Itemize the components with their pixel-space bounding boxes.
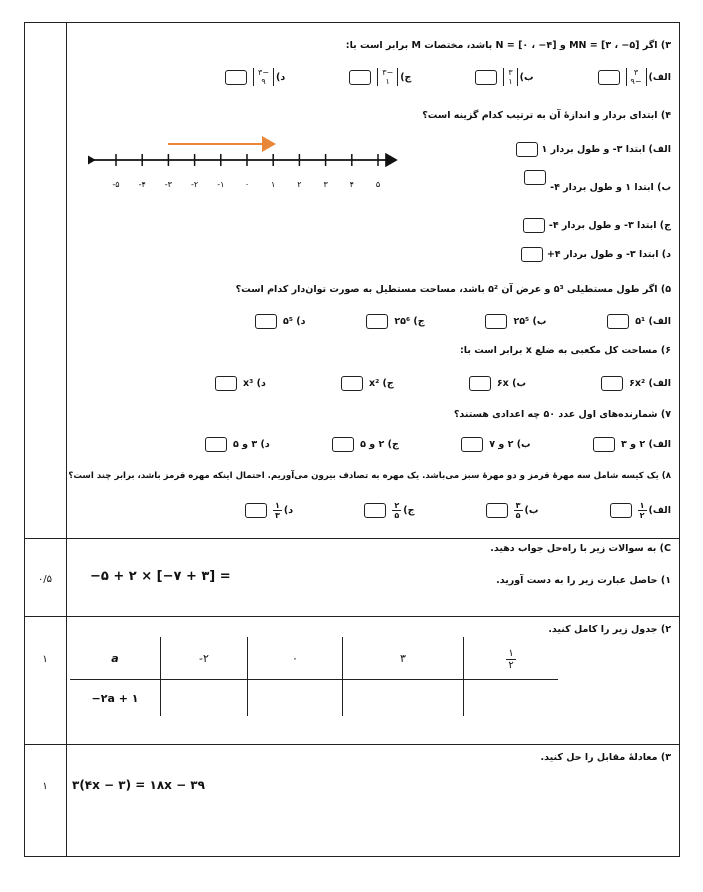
number-line-tick-label: -۴ [138,180,146,189]
section-divider [24,538,680,539]
c-q3-text: ۳) معادلهٔ مقابل را حل کنید. [540,752,671,763]
c-q2-text: ۲) جدول زیر را کامل کنید. [548,624,671,635]
c-q1-text: ۱) حاصل عبارت زیر را به دست آورید. [496,575,671,586]
q8-option-c[interactable]: ج) $\frac{۲}{۵}$ [360,501,414,520]
q4-option-a[interactable]: الف) ابتدا ۳- و طول بردار ۱ [512,142,671,157]
q3-options [221,68,671,86]
answer-box[interactable] [255,314,277,329]
c-q1-expression: −۵ + ۲ × [−۷ + ۳] = [90,569,231,584]
answer-box[interactable] [485,314,507,329]
q4-option-d[interactable]: د) ابتدا ۳- و طول بردار ۴+ [517,247,671,262]
table-header-a: a [70,637,161,680]
q5-stem: ۵) اگر طول مستطیلی ۵³ و عرض آن ۵² باشد، مساحت مستطیل به صورت توان‌دار کدام است؟ [235,284,671,295]
row-divider [24,744,680,745]
q8-stem: ۸) یک کیسه شامل سه مهرهٔ قرمز و دو مهرهٔ سبز می‌باشد. یک مهره به تصادف بیرون می‌آوریم. احتمال اینکه مهره قرمز باشد، برابر چند است؟ [68,471,671,481]
table-answer-cell[interactable] [161,680,248,717]
table-cell: ۰ [248,637,343,680]
table-answer-cell[interactable] [343,680,464,717]
q6-option-a[interactable]: الف) ۶x² [597,376,671,391]
number-line-tick-label: ۰ [244,180,250,189]
answer-box[interactable] [593,437,615,452]
q5-option-c[interactable]: ج) ۲۵⁶ [362,314,424,329]
number-line-tick-label: ۴ [349,180,354,189]
answer-box[interactable] [607,314,629,329]
q4-stem: ۴) ابتدای بردار و اندازهٔ آن به ترتیب کدام گزینه است؟ [422,110,671,121]
number-line [88,132,403,194]
q5-option-a[interactable]: الف) ۵¹ [603,314,671,329]
table-header-expression: −۲a + ۱ [70,680,161,717]
answer-box[interactable] [245,503,267,518]
q3-stem: ۳) اگر MN = [۳ ، −۵] و N = [۰ ، −۴] باشد، مختصات M برابر است با: [345,40,671,51]
number-line-tick-label: ۳ [323,180,328,189]
q6-option-d[interactable]: د) x³ [211,376,266,391]
answer-box[interactable] [516,142,538,157]
answer-box[interactable] [523,218,545,233]
q6-option-c[interactable]: ج) x² [337,376,394,391]
value-table [70,637,558,716]
c-q3-score: ۱ [42,781,48,792]
q5-option-d[interactable]: د) ۵⁵ [251,314,306,329]
c-q1-score: ۰/۵ [37,574,53,585]
table-answer-cell[interactable] [464,680,559,717]
q7-option-b[interactable]: ب) ۲ و ۷ [457,437,530,452]
table-answer-cell[interactable] [248,680,343,717]
answer-box[interactable] [205,437,227,452]
answer-box[interactable] [521,247,543,262]
q3-option-c[interactable]: ج) −۳ ۱ [345,68,411,86]
number-line-tick-label: -۲ [191,180,199,189]
answer-box[interactable] [486,503,508,518]
number-line-tick-label: -۱ [217,180,225,189]
row-divider [24,616,680,617]
q7-option-d[interactable]: د) ۳ و ۵ [201,437,270,452]
table-cell: ۳ [343,637,464,680]
q3-option-d[interactable]: د) −۳ ۹ [221,68,285,86]
q6-option-b[interactable]: ب) ۶x [465,376,526,391]
answer-box[interactable] [601,376,623,391]
answer-box[interactable] [332,437,354,452]
answer-box[interactable] [225,70,247,85]
number-line-tick-label: ۵ [375,180,381,189]
q3-option-a[interactable]: الف) ۳ −۹ [594,68,671,86]
number-line-tick-label: ۲ [297,180,302,189]
q4-option-c[interactable]: ج) ابتدا ۳- و طول بردار ۴- [519,218,671,233]
table-cell: -۲ [161,637,248,680]
number-line-tick-label: ۱ [271,180,276,189]
q8-option-d[interactable]: د) $\frac{۱}{۳}$ [241,501,293,520]
q3-option-b[interactable]: ب) ۳ ۱ [471,68,533,86]
q6-options [211,376,671,391]
q7-stem: ۷) شمارنده‌های اول عدد ۵۰ چه اعدادی هستند؟ [453,409,671,420]
answer-box[interactable] [341,376,363,391]
score-column-divider [66,22,67,857]
answer-box[interactable] [366,314,388,329]
q4-option-b[interactable]: ب) ابتدا ۱ و طول بردار ۴- [520,180,671,195]
q6-stem: ۶) مساحت کل مکعبی به ضلع x برابر است با: [459,345,671,356]
answer-box[interactable] [349,70,371,85]
c-q2-score: ۱ [42,654,48,665]
c-q3-equation: ۳(۴x − ۳) = ۱۸x − ۳۹ [72,778,205,792]
number-line-tick-label: -۵ [112,180,120,189]
section-c-title: C) به سوالات زیر با راه‌حل جواب دهید. [490,543,671,554]
answer-box[interactable] [524,170,546,185]
answer-box[interactable] [469,376,491,391]
q7-option-c[interactable]: ج) ۲ و ۵ [328,437,399,452]
q7-options [201,437,671,452]
answer-box[interactable] [215,376,237,391]
answer-box[interactable] [598,70,620,85]
q8-option-b[interactable]: ب) $\frac{۳}{۵}$ [482,501,539,520]
q8-option-a[interactable]: الف) $\frac{۱}{۲}$ [606,501,671,520]
number-line-tick-label: -۳ [164,180,172,189]
answer-box[interactable] [461,437,483,452]
table-cell-fraction: $\frac{۱}{۲}$ [464,637,559,680]
q7-option-a[interactable]: الف) ۲ و ۳ [589,437,671,452]
answer-box[interactable] [610,503,632,518]
answer-box[interactable] [364,503,386,518]
q5-option-b[interactable]: ب) ۲۵⁵ [481,314,546,329]
q5-options [251,314,671,329]
answer-box[interactable] [475,70,497,85]
q8-options [241,501,671,520]
